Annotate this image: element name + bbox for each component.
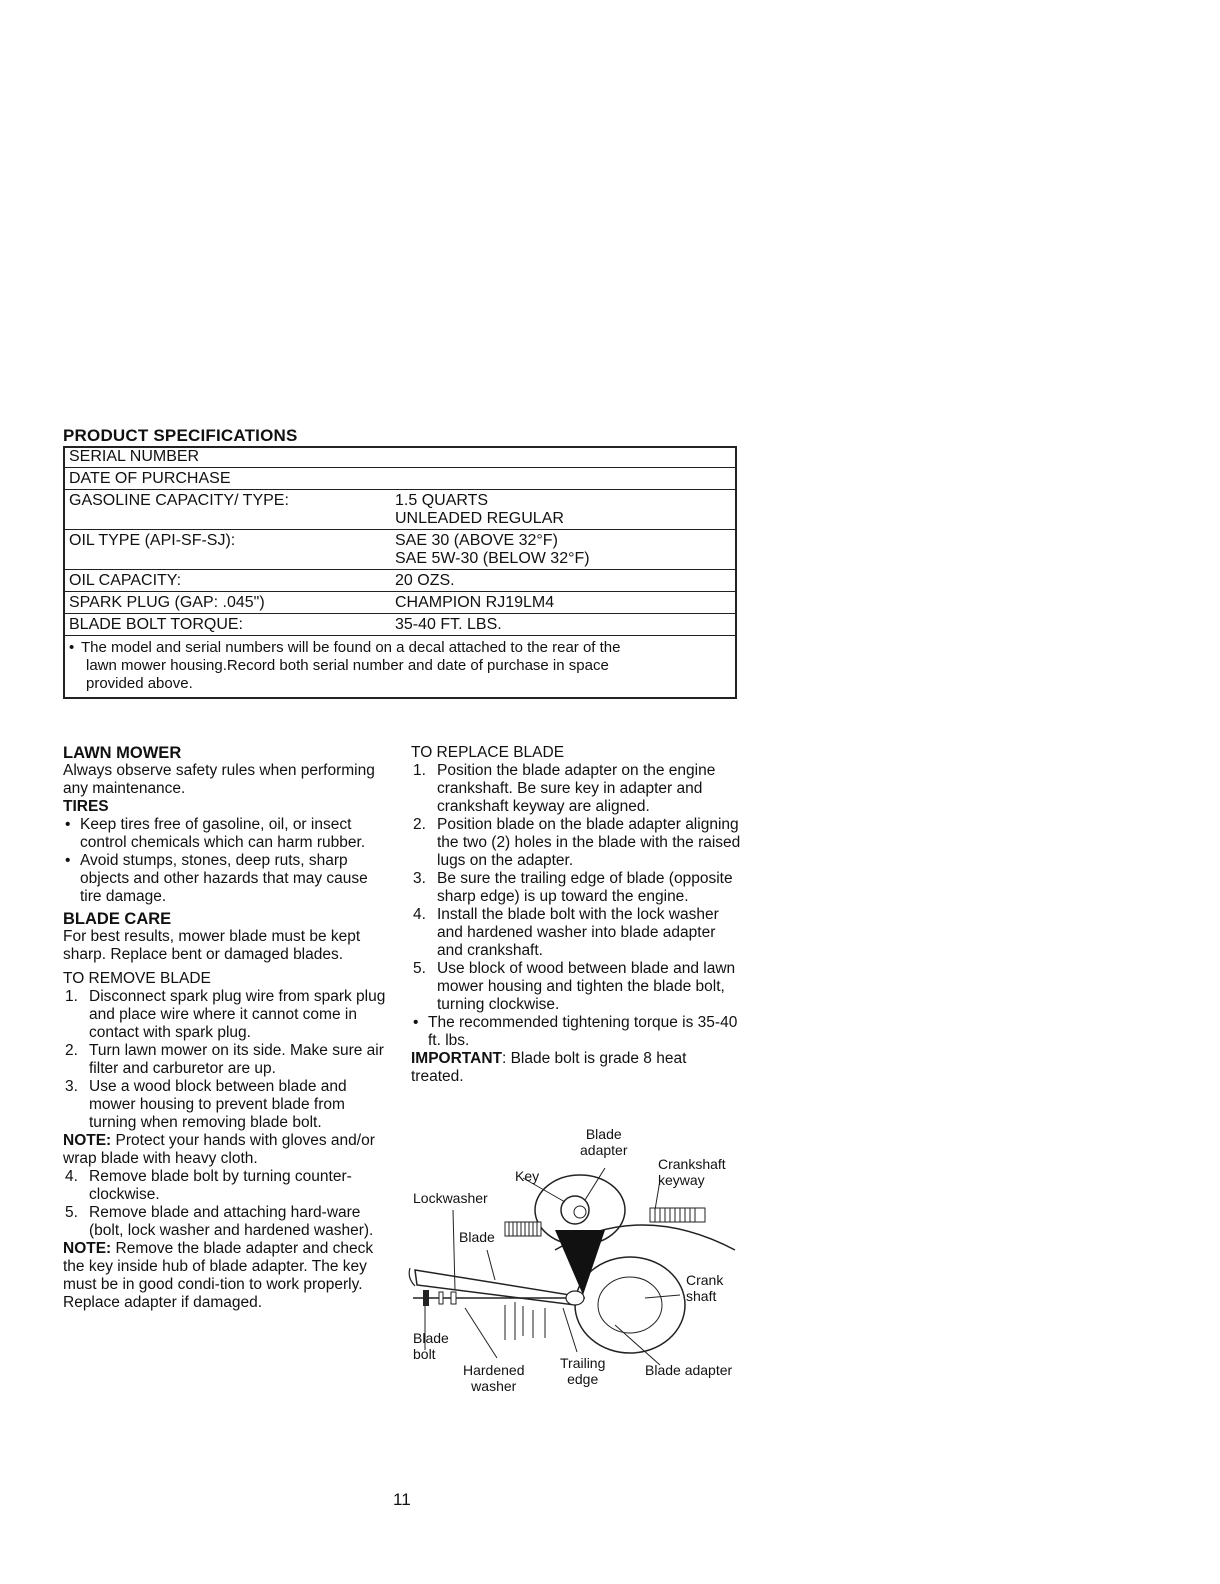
- remove-step: 5. Remove blade and attaching hard-ware (bolt, lock washer and hardened washer).: [65, 1204, 374, 1239]
- trailing-edge-lines: [505, 1302, 545, 1340]
- specs-table: [65, 446, 735, 636]
- keyway-block: [650, 1208, 705, 1222]
- remove-step: 4. Remove blade bolt by turning counter-clockwise.: [65, 1168, 352, 1203]
- detail-pointer: [555, 1230, 605, 1295]
- specs-title: PRODUCT SPECIFICATIONS: [63, 426, 298, 445]
- important-note: IMPORTANT: Blade bolt is grade 8 heat treated.: [411, 1050, 687, 1085]
- label-crank-shaft: Crank shaft: [686, 1272, 724, 1304]
- spec-value: [395, 530, 735, 570]
- spec-value: [395, 490, 735, 530]
- spec-value-line: SAE 30 (ABOVE 32°F): [395, 532, 558, 549]
- spec-row: [65, 490, 735, 530]
- specs-note-line: lawn mower housing.Record both serial number and date of purchase in space: [86, 657, 609, 674]
- right-column: [411, 744, 741, 1086]
- spec-row: [65, 468, 735, 490]
- label-trailing-edge: Trailing edge: [560, 1355, 606, 1387]
- spec-label: DATE OF PURCHASE: [69, 470, 231, 487]
- spec-row: [65, 446, 735, 468]
- label-blade-adapter-bottom: Blade adapter: [645, 1362, 733, 1378]
- washer-leader: [465, 1308, 497, 1358]
- spec-value: [395, 468, 735, 490]
- blade-tip: [409, 1268, 415, 1286]
- specs-table-box: [63, 446, 737, 699]
- remove-step: 1. Disconnect spark plug wire from spark plug and place wire where it cannot come in contact with spark plug.: [65, 988, 386, 1041]
- replace-step: 5. Use block of wood between blade and lawn mower housing and tighten the blade bolt, turning clockwise.: [413, 960, 736, 1013]
- label-key: Key: [515, 1168, 540, 1184]
- blade-care-heading: BLADE CARE: [63, 910, 172, 928]
- lockwasher-part: [439, 1292, 443, 1304]
- wheel-hub: [598, 1277, 662, 1333]
- hardened-washer-part: [451, 1292, 456, 1304]
- spec-label: OIL CAPACITY:: [69, 572, 182, 589]
- spec-value-line: 1.5 QUARTS: [395, 492, 489, 509]
- spec-label: SPARK PLUG (GAP: .045"): [69, 594, 265, 611]
- gloves-note: NOTE: Protect your hands with gloves and/or wrap blade with heavy cloth.: [63, 1132, 375, 1167]
- spec-value-line: UNLEADED REGULAR: [395, 510, 564, 527]
- spec-value-line: SAE 5W-30 (BELOW 32°F): [395, 550, 590, 567]
- crankshaft-end-icon: [574, 1206, 586, 1218]
- spec-label: BLADE BOLT TORQUE:: [69, 616, 243, 633]
- page-number: 11: [393, 1490, 411, 1509]
- blade-bolt-head: [423, 1290, 429, 1306]
- lawn-mower-intro: Always observe safety rules when performing any maintenance.: [63, 762, 375, 797]
- label-blade-adapter-top: Blade adapter: [580, 1126, 628, 1158]
- tires-heading: TIRES: [63, 798, 109, 815]
- remove-blade-heading: TO REMOVE BLADE: [63, 970, 211, 987]
- spec-value: 35-40 FT. LBS.: [395, 616, 502, 633]
- spec-value: [395, 446, 735, 468]
- tires-bullet: • Keep tires free of gasoline, oil, or insect control chemicals which can harm rubber.: [63, 816, 393, 852]
- adapter-hub-icon: [561, 1196, 589, 1224]
- blade-leader: [487, 1250, 495, 1280]
- trailing-leader: [563, 1308, 577, 1352]
- replace-step: 3. Be sure the trailing edge of blade (opposite sharp edge) is up toward the engine.: [413, 870, 733, 905]
- adapter-bottom-leader: [615, 1325, 660, 1365]
- bullet-icon: •: [69, 639, 75, 656]
- left-column: [63, 744, 393, 1312]
- adapter-note: NOTE: Remove the blade adapter and check the key inside hub of blade adapter. The key must be in good condi-tion to work properly. Replace adapter if damaged.: [63, 1240, 374, 1311]
- crankshaft-leader: [645, 1295, 680, 1298]
- replace-blade-heading: TO REPLACE BLADE: [411, 744, 565, 761]
- spec-label: OIL TYPE (API-SF-SJ):: [69, 532, 236, 549]
- spec-row: [65, 592, 735, 614]
- specs-note: [65, 636, 735, 697]
- adapter-part: [566, 1291, 584, 1305]
- spec-row: [65, 570, 735, 592]
- label-blade-bolt: Blade bolt: [413, 1330, 449, 1362]
- remove-step: 3. Use a wood block between blade and mower housing to prevent blade from turning when removing blade bolt.: [65, 1078, 347, 1131]
- label-hardened-washer: Hardened washer: [463, 1362, 525, 1394]
- blade-care-intro: For best results, mower blade must be kept sharp. Replace bent or damaged blades.: [63, 928, 361, 963]
- spec-row: [65, 530, 735, 570]
- tires-bullet: • Avoid stumps, stones, deep ruts, sharp objects and other hazards that may cause tire damage.: [63, 852, 393, 906]
- replace-step: 4. Install the blade bolt with the lock washer and hardened washer into blade adapter and crankshaft.: [413, 906, 719, 959]
- label-lockwasher: Lockwasher: [413, 1190, 488, 1206]
- replace-step: 1. Position the blade adapter on the engine crankshaft. Be sure key in adapter and crankshaft keyway are aligned.: [413, 762, 716, 815]
- label-blade: Blade: [459, 1229, 495, 1245]
- adapter-top-leader: [585, 1168, 605, 1200]
- spec-label: SERIAL NUMBER: [69, 448, 200, 465]
- spec-label: GASOLINE CAPACITY/ TYPE:: [69, 492, 289, 509]
- label-crankshaft-keyway: Crankshaft keyway: [658, 1156, 726, 1188]
- spline-block: [505, 1222, 541, 1236]
- spec-value: CHAMPION RJ19LM4: [395, 594, 555, 611]
- specs-note-line: provided above.: [86, 675, 193, 692]
- lawn-mower-heading: LAWN MOWER: [63, 744, 182, 762]
- specs-note-line: • The model and serial numbers will be found on a decal attached to the rear of the: [69, 639, 621, 656]
- spec-row: [65, 614, 735, 636]
- spec-value: 20 OZS.: [395, 572, 455, 589]
- remove-step: 2. Turn lawn mower on its side. Make sure air filter and carburetor are up.: [65, 1042, 384, 1077]
- replace-step: 2. Position blade on the blade adapter aligning the two (2) holes in the blade with the raised lugs on the adapter.: [413, 816, 741, 869]
- torque-bullet: • The recommended tightening torque is 35-40 ft. lbs.: [411, 1014, 741, 1050]
